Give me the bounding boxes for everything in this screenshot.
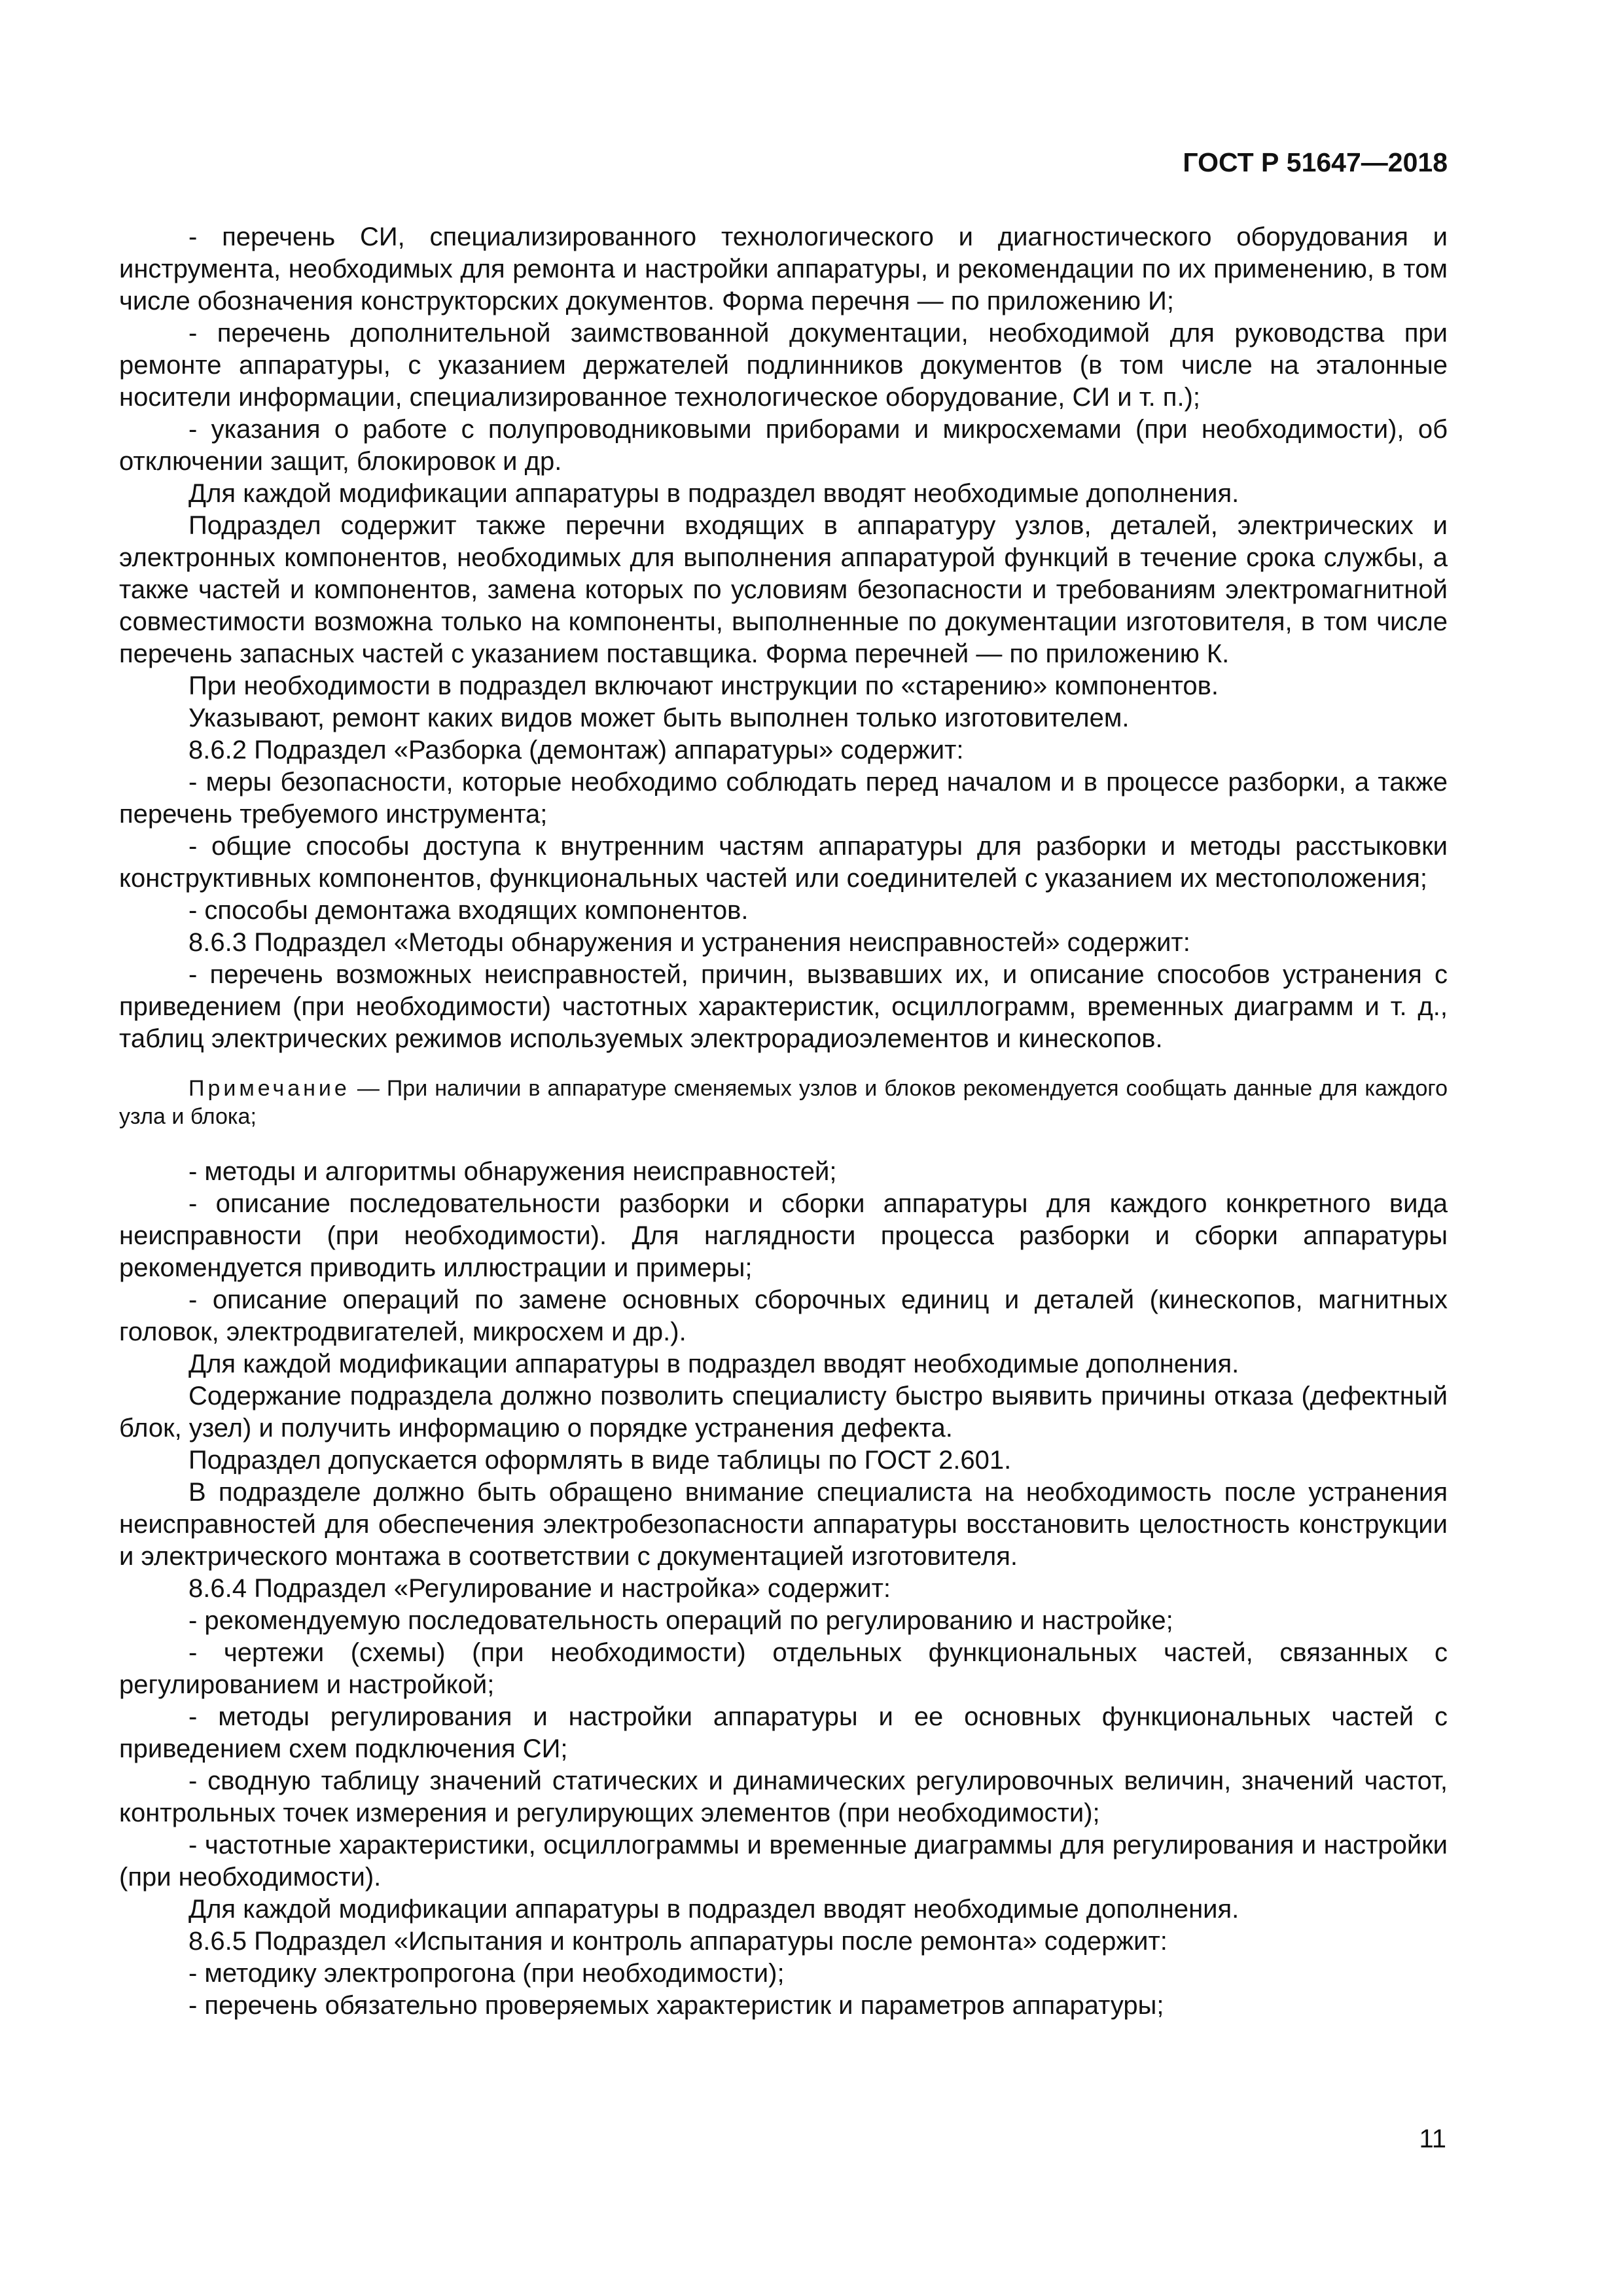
paragraph: - сводную таблицу значений статических и динамических регулировочных величин, значений частот, контрольных точек измерения и регулирующих элементов (при необходимости); <box>119 1767 1448 1827</box>
section-heading-8-6-2: 8.6.2 Подраздел «Разборка (демонтаж) аппаратуры» содержит: <box>188 736 964 764</box>
paragraph: - частотные характеристики, осциллограммы и временные диаграммы для регулирования и настройки (при необходимости). <box>119 1831 1448 1892</box>
paragraph: Для каждой модификации аппаратуры в подраздел вводят необходимые дополнения. <box>188 479 1240 508</box>
standard-designation: ГОСТ Р 51647—2018 <box>1183 147 1448 177</box>
paragraph: - описание операций по замене основных сборочных единиц и деталей (кинескопов, магнитных головок, электродвигателей, микросхем и др.). <box>119 1285 1448 1346</box>
section-heading-8-6-3: 8.6.3 Подраздел «Методы обнаружения и устранения неисправностей» содержит: <box>188 928 1190 957</box>
paragraph: - перечень дополнительной заимствованной документации, необходимой для руководства при ремонте аппаратуры, с указанием держателей подлинников документов (в том числе на эталонные носители информации, специализированное технологическое оборудование, СИ и т. п.); <box>119 319 1448 412</box>
section-heading-8-6-4: 8.6.4 Подраздел «Регулирование и настройка» содержит: <box>188 1574 891 1603</box>
note-paragraph <box>119 1075 1448 1131</box>
paragraph: - перечень возможных неисправностей, причин, вызвавших их, и описание способов устранения с приведением (при необходимости) частотных характеристик, осциллограмм, временных диаграмм и т. д., таблиц электрических режимов используемых электрорадиоэлементов и кинескопов. <box>119 960 1448 1053</box>
note-label: Примечание <box>188 1076 350 1101</box>
note-text: При наличии в аппаратуре сменяемых узлов и блоков рекомендуется сообщать данные для каждого узла и блока; <box>119 1076 1448 1129</box>
paragraph: - перечень СИ, специализированного технологического и диагностического оборудования и инструмента, необходимых для ремонта и настройки аппаратуры, и рекомендации по их применению, в том числе обозначения конструкторских документов. Форма перечня — по приложению И; <box>119 223 1448 315</box>
paragraph: Для каждой модификации аппаратуры в подраздел вводят необходимые дополнения. <box>188 1350 1240 1378</box>
paragraph: При необходимости в подраздел включают инструкции по «старению» компонентов. <box>188 672 1219 700</box>
paragraph: - перечень обязательно проверяемых характеристик и параметров аппаратуры; <box>188 1991 1164 2020</box>
paragraph: Подраздел допускается оформлять в виде таблицы по ГОСТ 2.601. <box>188 1446 1012 1475</box>
paragraph: - общие способы доступа к внутренним частям аппаратуры для разборки и методы расстыковки конструктивных компонентов, функциональных частей или соединителей с указанием их местоположения; <box>119 832 1448 893</box>
paragraph: - методику электропрогона (при необходимости); <box>188 1959 785 1988</box>
paragraph: - указания о работе с полупроводниковыми приборами и микросхемами (при необходимости), об отключении защит, блокировок и др. <box>119 415 1448 476</box>
paragraph: - чертежи (схемы) (при необходимости) отдельных функциональных частей, связанных с регулированием и настройкой; <box>119 1638 1448 1699</box>
paragraph: - способы демонтажа входящих компонентов. <box>188 896 749 925</box>
note-dash: — <box>349 1076 387 1101</box>
paragraph: Содержание подраздела должно позволить специалисту быстро выявить причины отказа (дефектный блок, узел) и получить информацию о порядке устранения дефекта. <box>119 1382 1448 1443</box>
paragraph: - методы и алгоритмы обнаружения неисправностей; <box>188 1157 837 1186</box>
paragraph: - методы регулирования и настройки аппаратуры и ее основных функциональных частей с приведением схем подключения СИ; <box>119 1702 1448 1763</box>
paragraph: В подразделе должно быть обращено внимание специалиста на необходимость после устранения неисправностей для обеспечения электробезопасности аппаратуры восстановить целостность конструкции и электрического монтажа в соответствии с документацией изготовителя. <box>119 1478 1448 1571</box>
paragraph: - описание последовательности разборки и сборки аппаратуры для каждого конкретного вида неисправности (при необходимости). Для наглядности процесса разборки и сборки аппаратуры рекомендуется приводить иллюстрации и примеры; <box>119 1189 1448 1282</box>
paragraph: Указывают, ремонт каких видов может быть выполнен только изготовителем. <box>188 704 1130 732</box>
paragraph: - рекомендуемую последовательность операций по регулированию и настройке; <box>188 1606 1173 1635</box>
document-body <box>119 221 1448 2022</box>
paragraph: - меры безопасности, которые необходимо соблюдать перед началом и в процессе разборки, а также перечень требуемого инструмента; <box>119 768 1448 829</box>
section-heading-8-6-5: 8.6.5 Подраздел «Испытания и контроль аппаратуры после ремонта» содержит: <box>188 1927 1168 1956</box>
paragraph: Подраздел содержит также перечни входящих в аппаратуру узлов, деталей, электрических и электронных компонентов, необходимых для выполнения аппаратурой функций в течение срока службы, а также частей и компонентов, замена которых по условиям безопасности и требованиям электромагнитной совместимости возможна только на компоненты, выполненные по документации изготовителя, в том числе перечень запасных частей с указанием поставщика. Форма перечней — по приложению К. <box>119 511 1448 668</box>
page-number: 11 <box>1419 2125 1446 2153</box>
paragraph: Для каждой модификации аппаратуры в подраздел вводят необходимые дополнения. <box>188 1895 1240 1924</box>
